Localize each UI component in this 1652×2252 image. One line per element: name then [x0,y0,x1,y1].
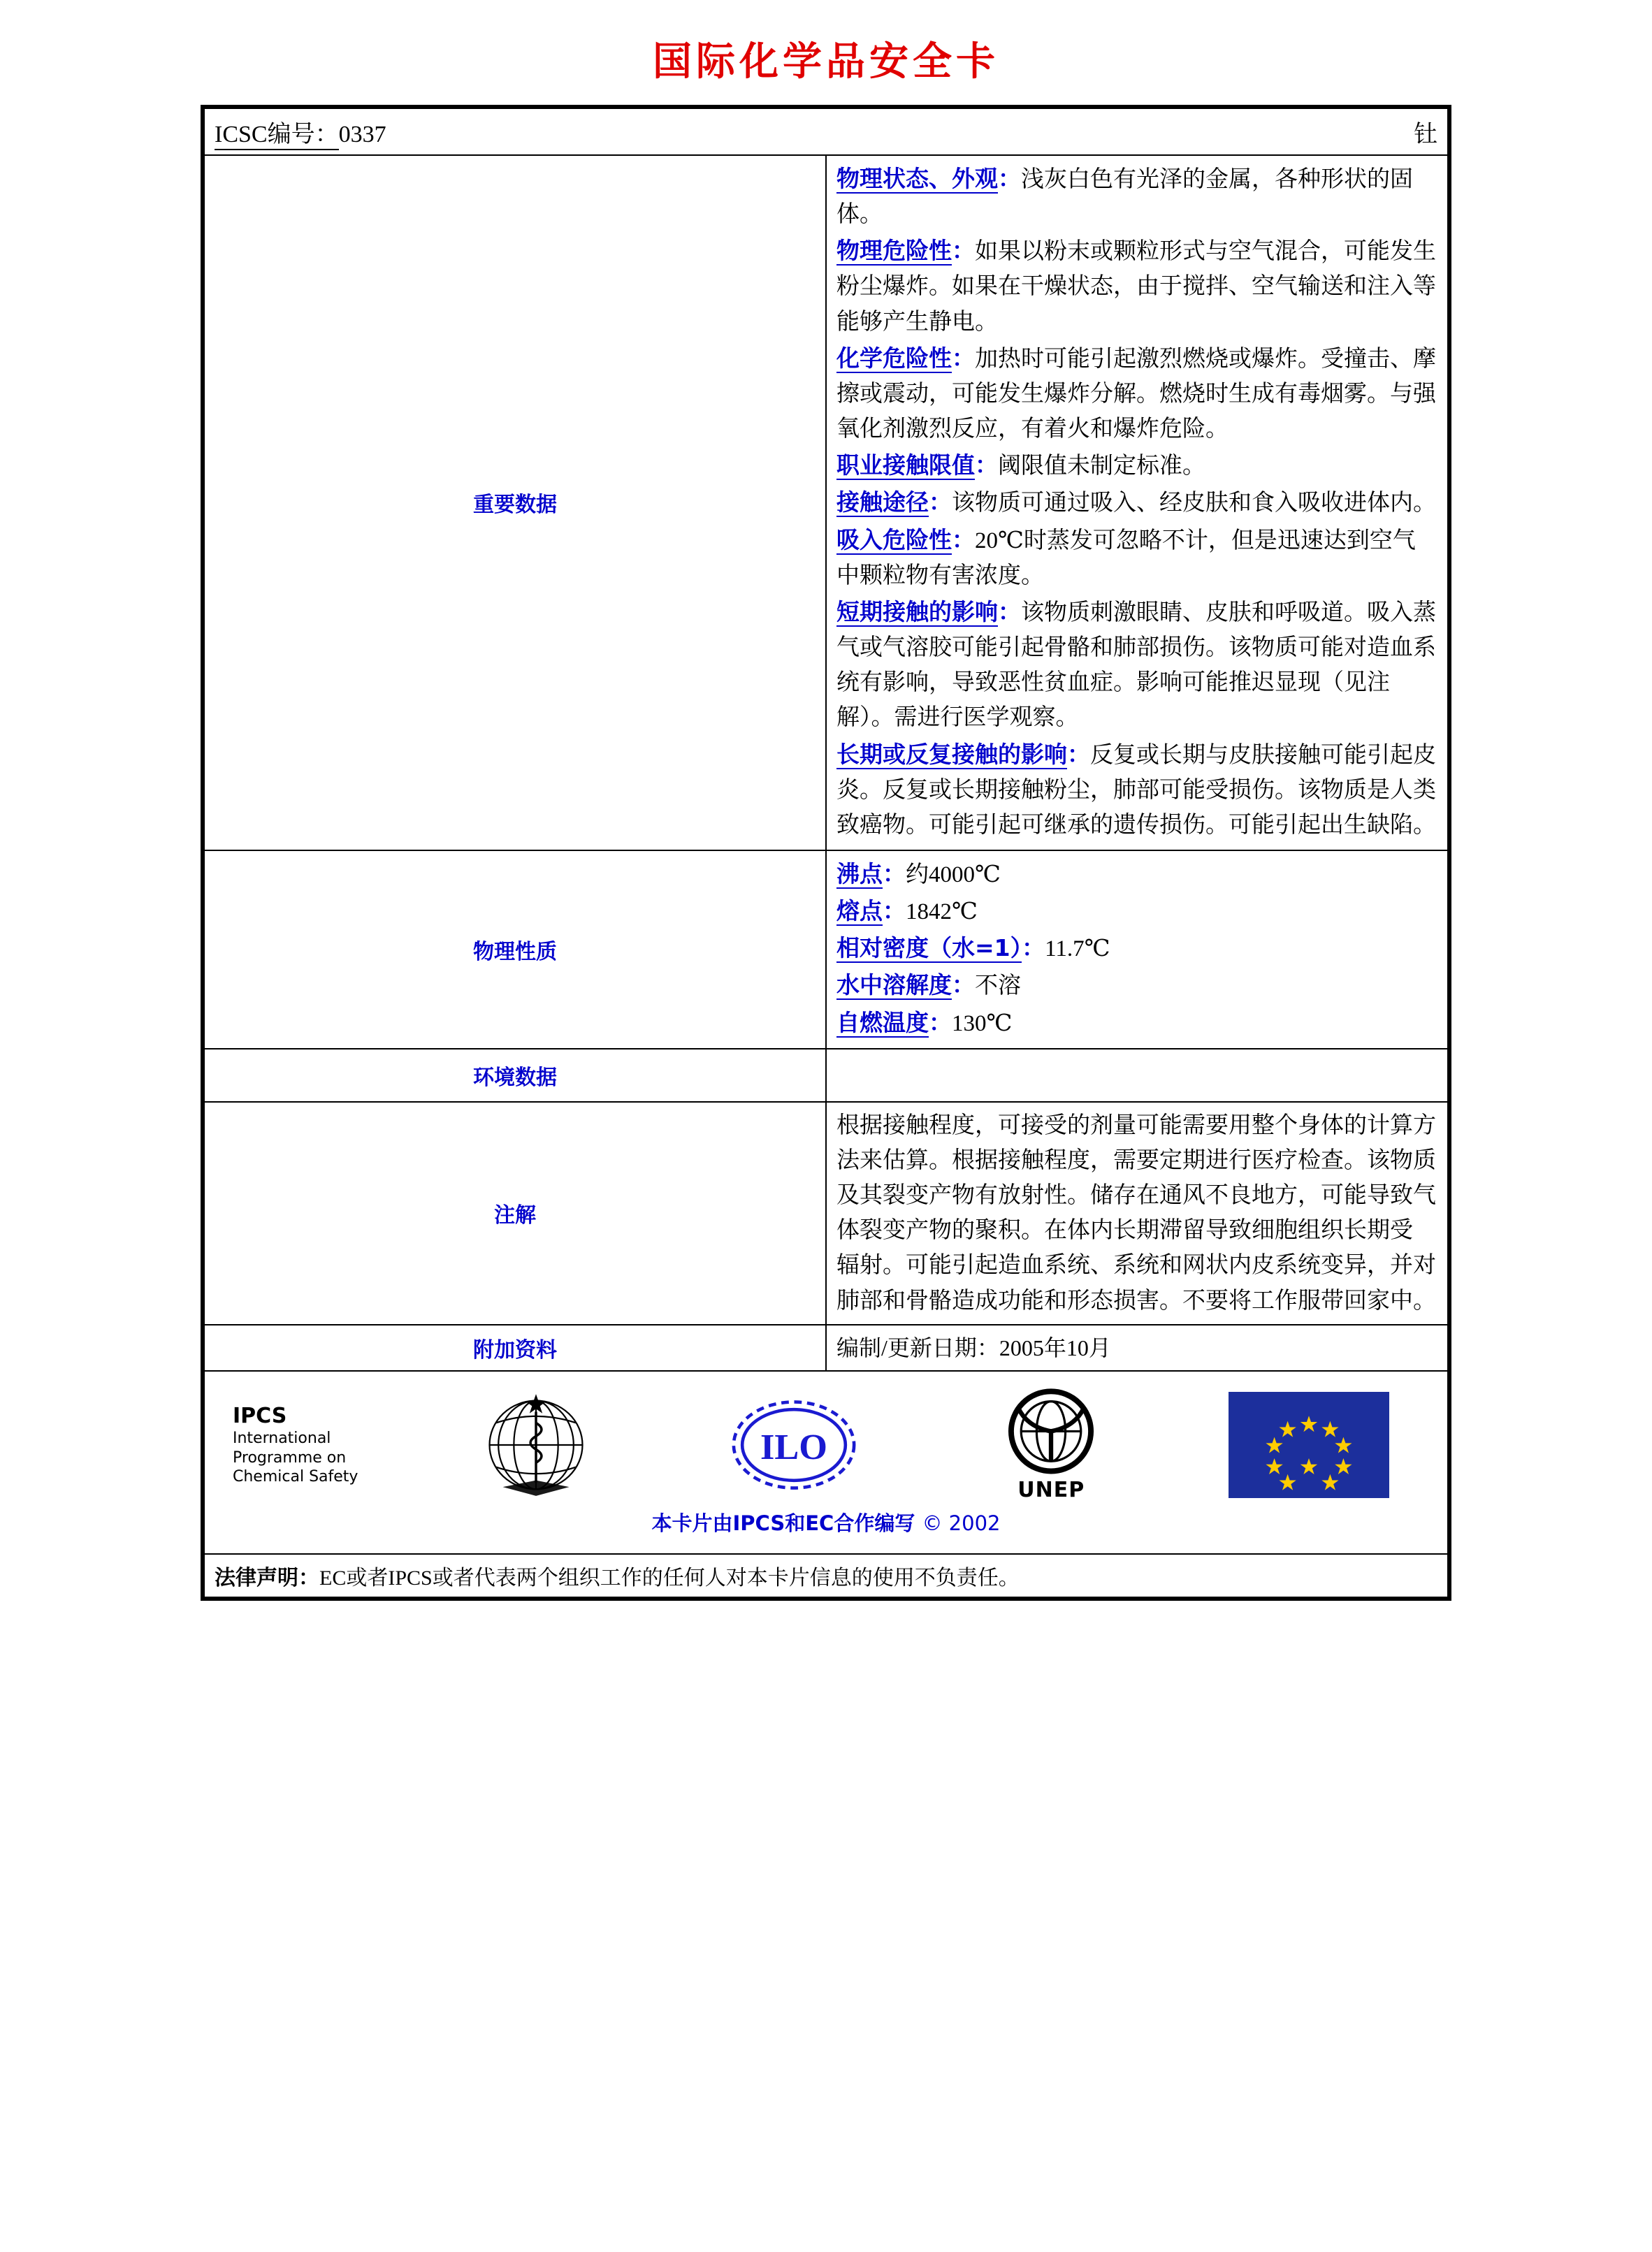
field-melting-point-sep: ： [883,897,906,925]
field-melting-point-value: 1842℃ [906,899,978,925]
field-physical-hazards [836,233,1437,339]
field-physical-hazards-sep: ： [952,237,975,265]
safety-card-table [203,108,1449,1598]
label-environmental-data: 环境数据 [204,1049,826,1102]
field-relative-density-value: 11.7℃ [1045,936,1110,962]
field-exposure-limits-sep: ： [975,451,998,479]
page-title: 国际化学品安全卡 [653,39,999,85]
page [0,31,1652,2252]
field-long-term-effects [836,737,1437,843]
field-inhalation-risk [836,523,1437,593]
eu-flag-icon [1229,1392,1389,1498]
field-melting-point [836,894,1437,929]
field-short-term-label: 短期接触的影响 [836,597,998,625]
field-chemical-hazards [836,341,1437,446]
field-boiling-point-label: 沸点 [836,859,883,887]
field-routes-value: 该物质可通过吸入、经皮肤和食入吸收进体内。 [952,491,1436,516]
field-exposure-limits [836,448,1437,484]
field-water-solubility-sep: ： [952,971,975,999]
field-short-term-effects [836,595,1437,736]
field-routes-label: 接触途径 [836,488,929,516]
field-water-solubility-value: 不溶 [975,973,1021,999]
field-routes-sep: ： [929,488,952,516]
safety-card [201,105,1451,1601]
logo-strip [215,1377,1437,1505]
field-short-term-value: 该物质刺激眼睛、皮肤和呼吸道。吸入蒸气或气溶胶可能引起骨骼和肺部损伤。该物质可能对造血系统有影响，导致恶性贫血症。影响可能推迟显现（见注解）。需进行医学观察。 [836,600,1436,731]
field-chemical-hazards-value: 加热时可能引起激烈燃烧或爆炸。受撞击、摩擦或震动，可能发生爆炸分解。燃烧时生成有毒烟雾。与强氧化剂激烈反应，有着火和爆炸危险。 [836,346,1436,442]
label-physical-properties: 物理性质 [204,850,826,1049]
unep-logo-slot [922,1387,1180,1502]
unep-wrap [995,1387,1107,1502]
field-inhalation-risk-label: 吸入危险性 [836,525,952,553]
field-physical-state-label: 物理状态、外观 [836,165,998,192]
field-exposure-limits-label: 职业接触限值 [836,451,975,479]
ipcs-name: IPCS [233,1403,287,1428]
field-autoignition-temp-label: 自燃温度 [836,1008,929,1036]
ipcs-block [215,1403,407,1487]
icsc-label: ICSC编号： [215,122,339,150]
field-boiling-point-value: 约4000℃ [906,862,1001,887]
field-physical-state [836,161,1437,232]
credit-year: © 2002 [922,1511,1001,1536]
who-logo-slot [407,1389,665,1501]
ilo-logo-icon [724,1389,864,1501]
icsc-number: 0337 [338,122,386,147]
label-important-data: 重要数据 [204,155,826,850]
field-autoignition-temp-value: 130℃ [952,1010,1013,1036]
field-autoignition-temp-sep: ： [929,1008,952,1036]
ipcs-desc-line2: Programme on [233,1448,347,1467]
credit-text: 本卡片由IPCS和EC合作编写 [651,1511,915,1536]
field-water-solubility-label: 水中溶解度 [836,971,952,999]
field-inhalation-risk-value: 20℃时蒸发可忽略不计，但是迅速达到空气中颗粒物有害浓度。 [836,528,1416,588]
content-notes [826,1102,1448,1325]
icsc-number-group [215,115,386,149]
legal-text: EC或者IPCS或者代表两个组织工作的任何人对本卡片信息的使用不负责任。 [319,1567,1020,1590]
row-environmental-data [204,1049,1448,1102]
field-chemical-hazards-label: 化学危险性 [836,344,952,372]
field-relative-density [836,931,1437,966]
field-long-term-value: 反复或长期与皮肤接触可能引起皮炎。反复或长期接触粉尘，肺部可能受损伤。该物质是人类致癌物。可能引起可继承的遗传损伤。可能引起出生缺陷。 [836,742,1436,838]
unep-logo-icon [995,1387,1107,1478]
ipcs-desc-line3: Chemical Safety [233,1468,358,1486]
field-long-term-sep: ： [1067,740,1090,768]
field-relative-density-label: 相对密度（水=1） [836,934,1022,962]
footer-logos-cell [204,1371,1448,1554]
content-additional-info: 编制/更新日期：2005年10月 [826,1325,1448,1372]
row-additional-info [204,1325,1448,1372]
field-physical-state-value: 浅灰白色有光泽的金属，各种形状的固体。 [836,167,1413,228]
content-important-data [826,155,1448,850]
field-routes-of-exposure [836,485,1437,521]
row-notes [204,1102,1448,1325]
row-legal-notice [204,1554,1448,1597]
unep-label: UNEP [1017,1478,1085,1503]
field-exposure-limits-value: 阈限值未制定标准。 [998,453,1205,479]
ipcs-desc-line1: International [233,1430,331,1448]
field-long-term-label: 长期或反复接触的影响 [836,740,1067,768]
eu-flag-slot [1180,1392,1438,1498]
field-physical-hazards-value: 如果以粉末或颗粒形式与空气混合，可能发生粉尘爆炸。如果在干燥状态，由于搅拌、空气输送和注入等能够产生静电。 [836,239,1436,335]
row-footer-logos [204,1371,1448,1554]
field-autoignition-temp [836,1005,1437,1041]
content-environmental-data [826,1049,1448,1102]
card-header-cell [204,108,1448,155]
ilo-logo-slot [665,1389,923,1501]
field-physical-hazards-label: 物理危险性 [836,237,952,265]
ilo-logo-text: ILO [760,1426,827,1467]
row-important-data [204,155,1448,850]
field-chemical-hazards-sep: ： [952,344,975,372]
field-relative-density-sep: ： [1022,934,1045,962]
row-physical-properties [204,850,1448,1049]
legal-label: 法律声明： [215,1566,319,1591]
field-boiling-point-sep: ： [883,859,906,887]
credit-line [215,1505,1437,1548]
chemical-name: 钍 [1414,122,1437,147]
field-water-solubility [836,968,1437,1003]
field-inhalation-risk-sep: ： [952,525,975,553]
label-additional-info: 附加资料 [204,1325,826,1372]
card-header-row [204,108,1448,155]
field-boiling-point [836,857,1437,892]
notes-text: 根据接触程度，可接受的剂量可能需要用整个身体的计算方法来估算。根据接触程度，需要定期进行医疗检查。该物质及其裂变产物有放射性。储存在通风不良地方，可能导致气体裂变产物的聚积。在体内长期滞留导致细胞组织长期受 辐射。可能引起造血系统、系统和网状内皮系统变异，并对肺部和骨骼造成功能和形态损害。不要将工作服带回家中。 [836,1112,1436,1314]
field-melting-point-label: 熔点 [836,897,883,925]
who-logo-icon [470,1389,602,1501]
field-physical-state-sep: ： [998,165,1021,192]
content-physical-properties [826,850,1448,1049]
legal-notice-cell [204,1554,1448,1597]
field-short-term-sep: ： [998,597,1021,625]
label-notes: 注解 [204,1102,826,1325]
